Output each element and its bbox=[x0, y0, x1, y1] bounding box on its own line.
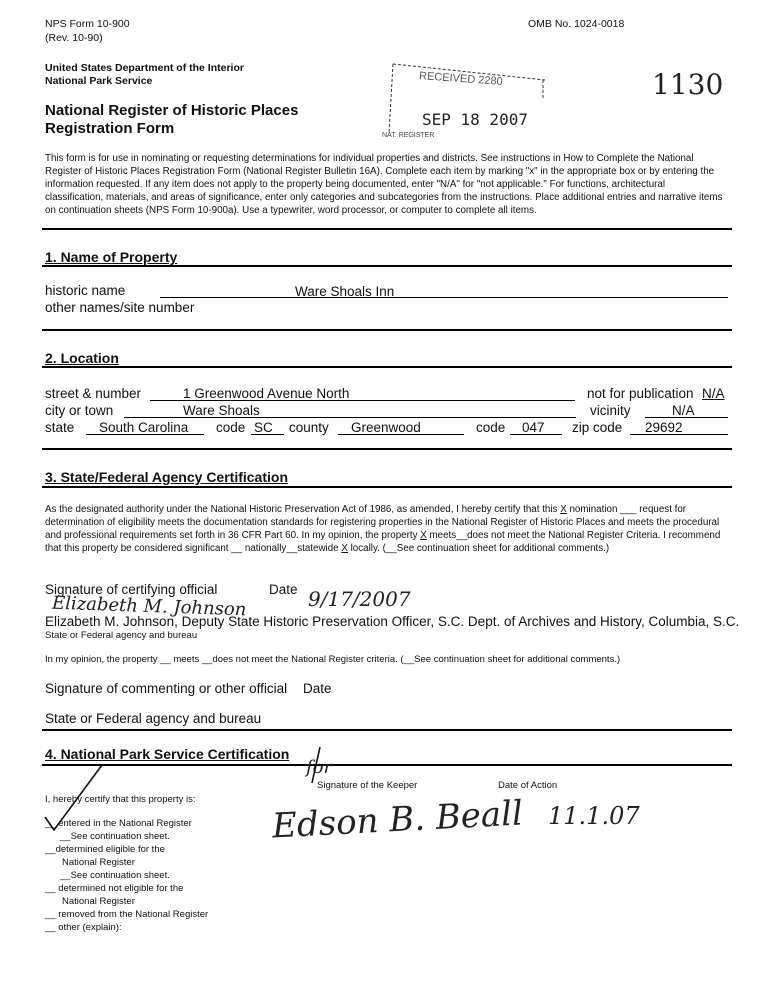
stamp-date: SEP 18 2007 bbox=[422, 110, 528, 129]
section-1-title: 1. Name of Property bbox=[45, 249, 178, 265]
nps-item-eligible[interactable]: __determined eligible for the bbox=[45, 844, 165, 855]
opinion-text: meets bbox=[173, 654, 200, 665]
keeper-signature: Edson B. Beall bbox=[271, 793, 524, 847]
item-label: removed from the National Register bbox=[58, 909, 209, 920]
section-1-underline bbox=[42, 265, 732, 267]
section-4-title: 4. National Park Service Certification bbox=[45, 746, 290, 762]
item-label: See continuation sheet. bbox=[70, 870, 170, 881]
comment-signature-label: Signature of commenting or other official bbox=[45, 681, 288, 696]
divider bbox=[42, 329, 732, 331]
opinion-text: does not meet the National Register criteria. ( bbox=[212, 654, 404, 665]
opinion-line: In my opinion, the property __ meets __does not meet the National Register criteria. (__See continuation sheet for additional comments.) bbox=[45, 654, 621, 665]
nps-item-continuation-2[interactable]: __See continuation sheet. bbox=[60, 870, 170, 881]
stamp-side-text: NAT. REGISTER bbox=[382, 132, 435, 139]
section-2-title: 2. Location bbox=[45, 350, 119, 366]
zip-value[interactable]: 29692 bbox=[645, 420, 683, 435]
cert-text: request for determination of eligibility meets the documentation standards for registering properties in the National Register of Historic Places and meets the procedural and professional requirements set forth in 36 CFR Part 60. In my opinion, the property bbox=[45, 504, 720, 541]
comment-date-label: Date bbox=[303, 681, 332, 696]
county-code-value[interactable]: 047 bbox=[522, 420, 545, 435]
omb-number: OMB No. 1024-0018 bbox=[528, 18, 625, 30]
item-label: other (explain): bbox=[58, 922, 122, 933]
certification-paragraph: As the designated authority under the National Historic Preservation Act of 1986, as amended, I hereby certify that this X nomination ___ request for determination of eligibility meets the documentation standards for registering properties in the National Register of Historic Places and meets the procedural and professional requirements set forth in 36 CFR Part 60. In my opinion, the property X meets__does not meet the National Register Criteria. I recommend that this property be considered significant __ nationally__statewide X locally. (__See continuation sheet for additional comments.) bbox=[45, 504, 721, 554]
check-mark-icon bbox=[40, 762, 110, 837]
service: National Park Service bbox=[45, 75, 153, 87]
zip-label: zip code bbox=[572, 420, 623, 435]
cert-text: does not meet the National Register Criteria. I recommend that this property be considered significant bbox=[45, 530, 721, 554]
action-date: 11.1.07 bbox=[548, 802, 640, 830]
nps-item-eligible-cont: National Register bbox=[62, 857, 135, 868]
item-label: entered in the National Register bbox=[58, 818, 192, 829]
nomination-mark[interactable]: X bbox=[560, 504, 567, 515]
nps-item-not-eligible[interactable]: __ determined not eligible for the bbox=[45, 883, 184, 894]
county-value[interactable]: Greenwood bbox=[351, 420, 421, 435]
for-notation: for bbox=[306, 757, 333, 778]
cert-text: statewide bbox=[297, 543, 339, 554]
not-for-publication-label: not for publication bbox=[587, 386, 694, 401]
form-revision: (Rev. 10-90) bbox=[45, 32, 103, 44]
locally-mark[interactable]: X bbox=[341, 543, 348, 554]
form-title-line2: Registration Form bbox=[45, 120, 175, 137]
department: United States Department of the Interior bbox=[45, 62, 244, 74]
opinion-text: In my opinion, the property bbox=[45, 654, 158, 665]
keeper-signature-label: Signature of the Keeper bbox=[317, 780, 418, 791]
nps-item-other[interactable]: __ other (explain): bbox=[45, 922, 122, 933]
item-label: determined not eligible for the bbox=[58, 883, 184, 894]
vicinity-value[interactable]: N/A bbox=[672, 403, 695, 418]
item-label: determined eligible for the bbox=[55, 844, 165, 855]
certifying-signature: Elizabeth M. Johnson bbox=[51, 592, 247, 621]
signature-label: Signature of certifying official bbox=[45, 582, 218, 597]
section-3-underline bbox=[42, 486, 732, 488]
cert-text: As the designated authority under the National Historic Preservation Act of 1986, as amended, I hereby certify that this bbox=[45, 504, 558, 515]
historic-name-label: historic name bbox=[45, 283, 126, 298]
meets-mark[interactable]: X bbox=[420, 530, 427, 541]
certifying-date: 9/17/2007 bbox=[308, 587, 411, 611]
vicinity-label: vicinity bbox=[590, 403, 631, 418]
street-label: street & number bbox=[45, 386, 142, 401]
street-value[interactable]: 1 Greenwood Avenue North bbox=[183, 386, 350, 401]
intro-paragraph: This form is for use in nominating or requesting determinations for individual properties and districts. See instructions in How to Complete the National Register of Historic Places Registration Form (National Register Bulletin 16A). Complete each item by marking "x" in the appropriate box or by entering the information requested. If any item does not apply to the property being documented, enter "N/A" for "not applicable." For functions, architectural classification, materials, and areas of significance, enter only categories and subcategories from the instructions. Place additional entries and narrative items on continuation sheets (NPS Form 10-900a). Use a typewriter, word processor, or computer to complete all items. bbox=[45, 153, 723, 216]
historic-name-line bbox=[160, 297, 728, 298]
divider bbox=[42, 448, 732, 450]
certifying-official-name: Elizabeth M. Johnson, Deputy State Historic Preservation Officer, S.C. Dept. of Archives and History, Columbia, S.C. bbox=[45, 614, 740, 629]
cert-text: meets bbox=[429, 530, 457, 541]
nps-item-removed[interactable]: __ removed from the National Register bbox=[45, 909, 209, 920]
city-label: city or town bbox=[45, 403, 114, 418]
nps-item-entered[interactable]: __ entered in the National Register bbox=[45, 818, 192, 829]
handwritten-number: 1130 bbox=[652, 68, 724, 101]
divider bbox=[42, 228, 732, 230]
nps-item-not-eligible-cont: National Register bbox=[62, 896, 135, 907]
agency-label: State or Federal agency and bureau bbox=[45, 630, 198, 641]
section-2-underline bbox=[42, 366, 732, 368]
cert-text: See continuation sheet for additional comments.) bbox=[396, 543, 610, 554]
divider bbox=[42, 729, 732, 731]
state-value[interactable]: South Carolina bbox=[99, 420, 189, 435]
historic-name-value[interactable]: Ware Shoals Inn bbox=[295, 284, 395, 299]
county-code-label: code bbox=[476, 420, 506, 435]
nps-item-continuation-1[interactable]: __See continuation sheet. bbox=[60, 831, 170, 842]
state-code-label: code bbox=[216, 420, 246, 435]
cert-text: nomination bbox=[569, 504, 618, 515]
state-label: state bbox=[45, 420, 75, 435]
signature-date-label: Date bbox=[269, 582, 298, 597]
city-value[interactable]: Ware Shoals bbox=[183, 403, 260, 418]
date-of-action-label: Date of Action bbox=[498, 780, 558, 791]
form-number: NPS Form 10-900 bbox=[45, 18, 130, 30]
cert-text: nationally bbox=[244, 543, 287, 554]
other-names-label: other names/site number bbox=[45, 300, 195, 315]
section-3-title: 3. State/Federal Agency Certification bbox=[45, 469, 288, 485]
stamp-received-text: RECEIVED 2280 bbox=[418, 70, 504, 88]
comment-agency-label: State or Federal agency and bureau bbox=[45, 711, 262, 726]
county-label: county bbox=[289, 420, 329, 435]
state-code-value[interactable]: SC bbox=[254, 420, 273, 435]
item-label: See continuation sheet. bbox=[70, 831, 170, 842]
cert-text: locally. ( bbox=[350, 543, 386, 554]
form-title-line1: National Register of Historic Places bbox=[45, 102, 299, 119]
received-stamp bbox=[382, 58, 550, 139]
opinion-text: See continuation sheet for additional comments.) bbox=[414, 654, 621, 665]
section-4-underline bbox=[42, 764, 732, 766]
for-stroke-icon bbox=[308, 745, 322, 785]
not-for-publication-value[interactable]: N/A bbox=[702, 386, 725, 401]
certify-statement: I, hereby certify that this property is: bbox=[45, 794, 196, 805]
